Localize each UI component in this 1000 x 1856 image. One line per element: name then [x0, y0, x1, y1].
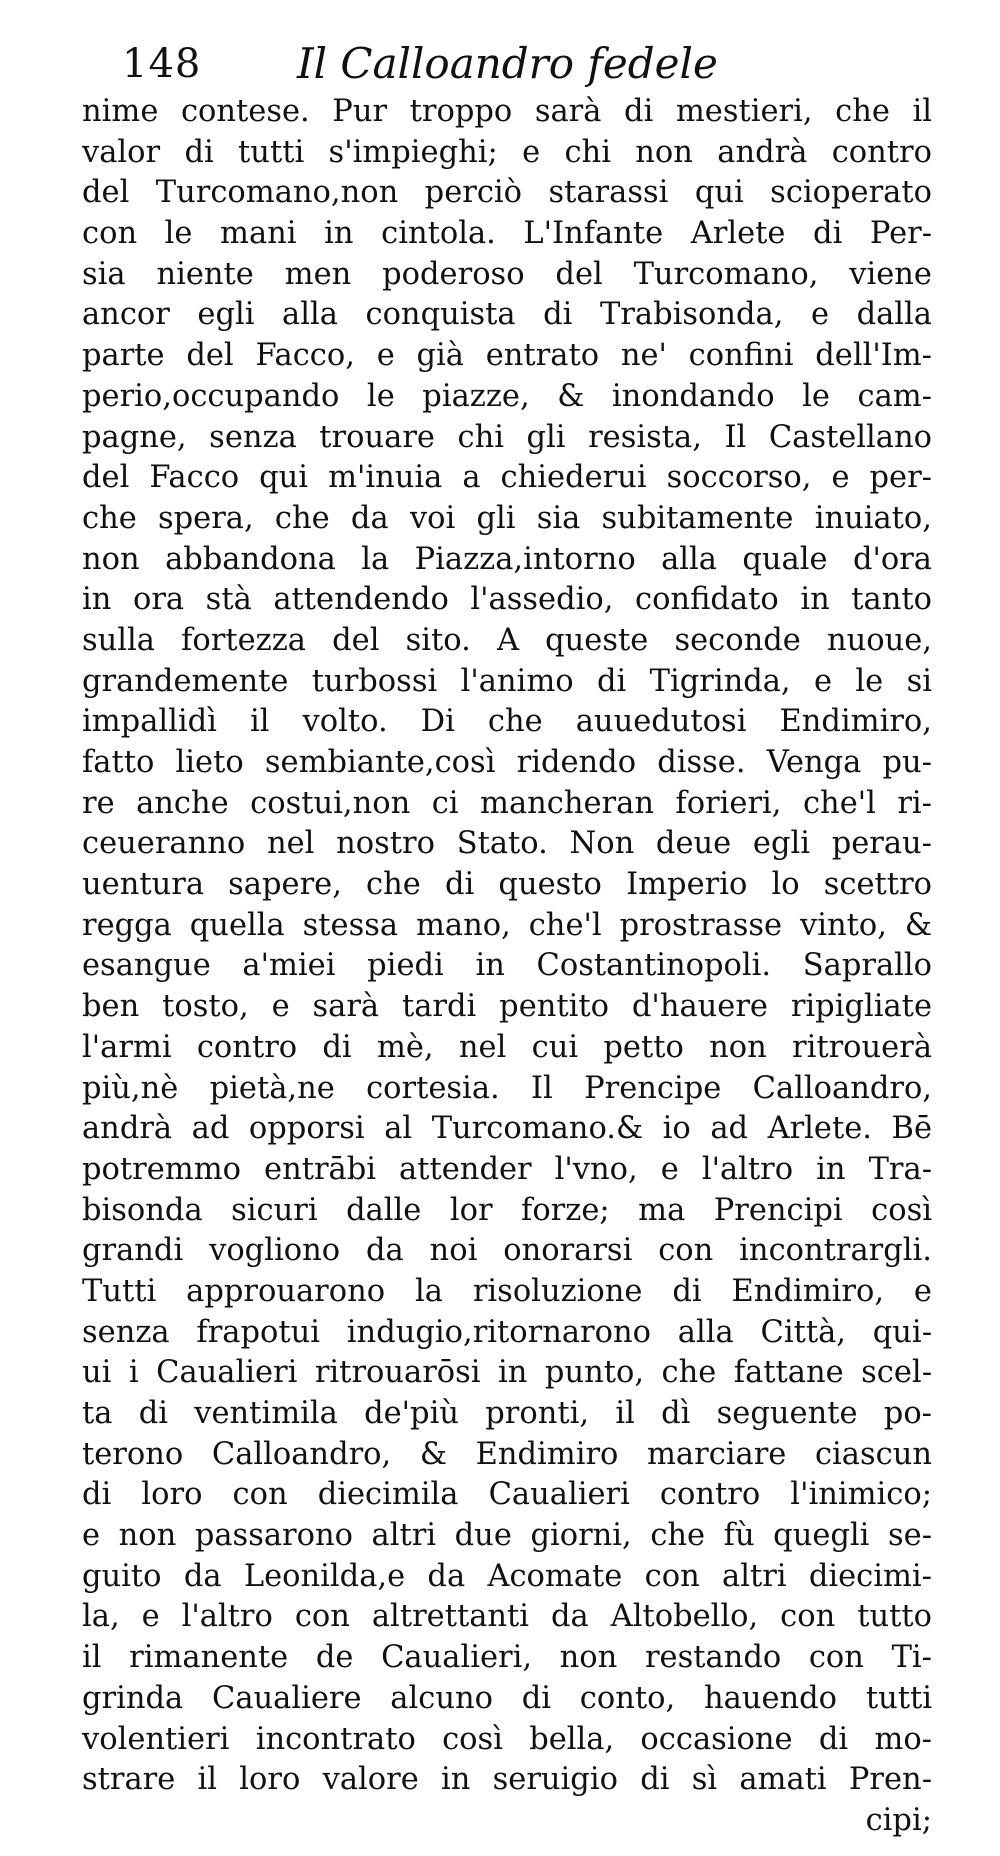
text-line: ancor egli alla conquista di Trabisonda, e dalla	[82, 297, 932, 333]
running-title: Il Calloandro fedele	[297, 39, 718, 88]
text-line: andrà ad opporsi al Turcomano.& io ad Arlete. Bē	[82, 1111, 932, 1147]
text-line: ceueranno nel nostro Stato. Non deue egli perau-	[82, 826, 932, 862]
text-line: esangue a'miei piedi in Costantinopoli. Saprallo	[82, 948, 932, 984]
text-line: cipi;	[865, 1802, 932, 1838]
text-line: re anche costui,non ci mancheran forieri, che'l ri-	[82, 785, 932, 821]
text-line: grandemente turbossi l'animo di Tigrinda, e le si	[82, 663, 932, 699]
page-header	[122, 36, 942, 92]
text-line: non abbandona la Piazza,intorno alla quale d'ora	[82, 541, 932, 577]
text-line: impallidì il volto. Di che auuedutosi Endimiro,	[82, 704, 932, 740]
text-line: fatto lieto sembiante,così ridendo disse. Venga pu-	[82, 745, 932, 780]
text-line: il rimanente de Caualieri, non restando con Ti-	[82, 1640, 932, 1676]
text-line: parte del Facco, e già entrato ne' confini dell'Im-	[82, 338, 932, 374]
text-line: sulla fortezza del sito. A queste seconde nuoue,	[82, 622, 932, 658]
text-line: grandi vogliono da noi onorarsi con incontrargli.	[82, 1233, 932, 1269]
text-line: la, e l'altro con altrettanti da Altobello, con tutto	[82, 1599, 932, 1635]
text-line: del Facco qui m'inuia a chiederui soccorso, e per-	[82, 460, 932, 496]
text-line: uentura sapere, che di questo Imperio lo scettro	[82, 867, 932, 903]
text-line: del Turcomano,non perciò starassi qui scioperato	[82, 175, 932, 211]
text-line: più,nè pietà,ne cortesia. Il Prencipe Calloandro,	[82, 1070, 932, 1106]
body-text	[82, 92, 932, 1842]
text-line: potremmo entrābi attender l'vno, e l'altro in Tra-	[82, 1151, 932, 1187]
text-line: terono Calloandro, & Endimiro marciare ciascun	[82, 1436, 932, 1472]
text-line: Tutti approuarono la risoluzione di Endimiro, e	[82, 1273, 932, 1309]
text-line: l'armi contro di mè, nel cui petto non ritrouerà	[82, 1029, 932, 1065]
text-line: perio,occupando le piazze, & inondando le cam-	[82, 378, 932, 414]
text-line: grinda Caualiere alcuno di conto, hauendo tutti	[82, 1680, 932, 1716]
text-line: e non passarono altri due giorni, che fù quegli se-	[82, 1518, 932, 1554]
text-line: di loro con diecimila Caualieri contro l'inimico;	[82, 1477, 932, 1513]
text-line: regga quella stessa mano, che'l prostrasse vinto, &	[82, 907, 932, 943]
text-line: pagne, senza trouare chi gli resista, Il Castellano	[82, 419, 932, 455]
text-line: volentieri incontrato così bella, occasione di mo-	[82, 1721, 932, 1757]
text-line: valor di tutti s'impieghi; e chi non andrà contro	[82, 134, 932, 170]
text-line: nime contese. Pur troppo sarà di mestieri, che il	[82, 94, 932, 129]
text-line: ui i Caualieri ritrouarōsi in punto, che fattane scel-	[82, 1355, 932, 1391]
text-line: guito da Leonilda,e da Acomate con altri diecimi-	[82, 1558, 932, 1594]
text-line: sia niente men poderoso del Turcomano, viene	[82, 256, 932, 292]
text-line: con le mani in cintola. L'Infante Arlete di Per-	[82, 216, 932, 252]
text-line: strare il loro valore in seruigio di sì amati Pren-	[82, 1762, 932, 1798]
text-line: ben tosto, e sarà tardi pentito d'hauere ripigliate	[82, 989, 932, 1025]
text-line: che spera, che da voi gli sia subitamente inuiato,	[82, 500, 932, 536]
page-number: 148	[122, 41, 202, 87]
text-line: senza frapotui indugio,ritornarono alla Città, qui-	[82, 1314, 932, 1350]
text-line: bisonda sicuri dalle lor forze; ma Prencipi così	[82, 1192, 932, 1228]
text-line: ta di ventimila de'più pronti, il dì seguente po-	[82, 1396, 932, 1431]
text-line: in ora stà attendendo l'assedio, confidato in tanto	[82, 582, 932, 618]
